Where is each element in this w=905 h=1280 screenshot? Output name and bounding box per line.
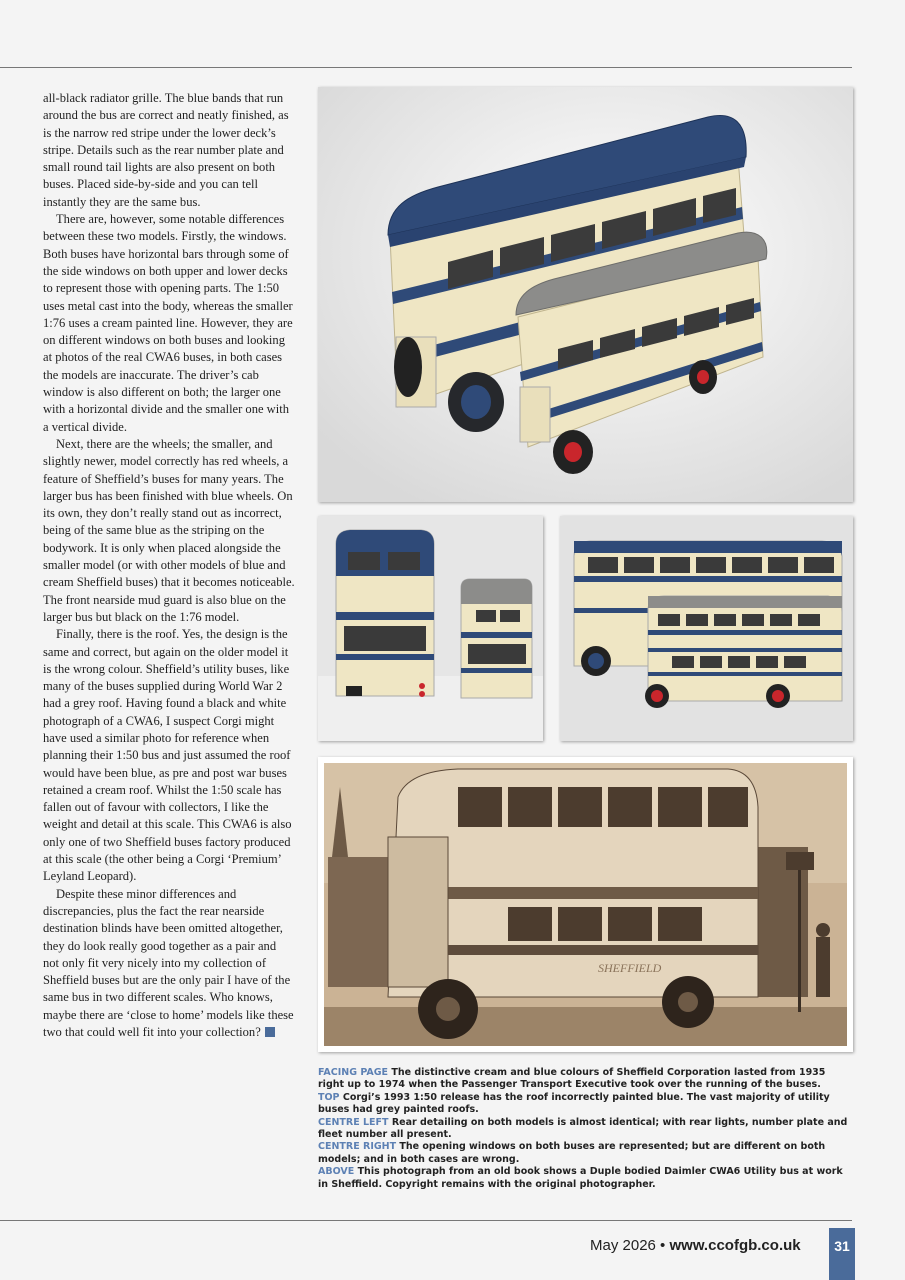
caption-text: Rear detailing on both models is almost identical; with rear lights, number plate and fleet number all present. — [318, 1116, 848, 1141]
footer-rule — [0, 1220, 852, 1221]
photo-centre-left-illustration — [318, 516, 543, 741]
caption-label: TOP — [318, 1091, 340, 1103]
caption-above — [318, 1166, 852, 1191]
photo-centre-left-rear-views — [318, 516, 543, 741]
caption-top — [318, 1092, 852, 1117]
header-rule — [0, 67, 852, 68]
caption-centre-left — [318, 1117, 852, 1142]
caption-text: The distinctive cream and blue colours of Sheffield Corporation lasted from 1935 right up to 1974 when the Passenger Transport Executive took over the running of the buses. — [318, 1067, 826, 1091]
footer-date: May 2026 — [590, 1237, 656, 1254]
article-paragraph-2: There are, however, some notable differences between these two models. Firstly, the windows. Both buses have horizontal bars through some of the side windows on both upper and lower decks to represent those with opening parts. The 1:50 uses metal cast into the body, whereas the smaller 1:76 uses a cream painted line. However, they are on different windows on both buses and looking at photos of the real CWA6 buses, in both cases the models are inaccurate. The driver’s cab window is also different on both; the larger one with a horizontal divide and the smaller one with a vertical divide. — [43, 212, 293, 434]
caption-centre-right — [318, 1141, 852, 1166]
article-paragraph-1: all-black radiator grille. The blue bands that run around the bus are correct and neatly finished, as is the narrow red stripe under the lower deck’s stripe. Details such as the rear number plate and small round tail lights are also present on both buses. Placed side-by-side and you can tell instantly they are the same bus. — [43, 91, 289, 209]
caption-label: CENTRE RIGHT — [318, 1141, 397, 1153]
photo-captions — [318, 1067, 852, 1191]
caption-label: CENTRE LEFT — [318, 1116, 389, 1128]
article-paragraph-5 — [43, 886, 295, 1042]
article-body — [43, 90, 295, 1041]
article-paragraph-4: Finally, there is the roof. Yes, the design is the same and correct, but again on the older model it is the wrong colour. Sheffield’s utility buses, like many of the buses supplied during World War 2 had a grey roof. Having found a black and white photograph of a CWA6, I suspect Corgi might have used a similar photo for reference when planning their 1:50 bus and just assumed the roof would have been blue, as pre and post war buses retained a cream roof. Whilst the 1:50 scale has fallen out of favour with collectors, I like the weight and detail at this scale. This CWA6 is also only one of two Sheffield buses factory produced at this scale (the other being a Corgi ‘Premium’ Leyland Leopard). — [43, 627, 292, 884]
sepia-fleet-name: SHEFFIELD — [598, 961, 662, 975]
photo-centre-right-illustration — [560, 516, 853, 741]
caption-label: ABOVE — [318, 1166, 355, 1178]
end-mark-icon — [265, 1027, 275, 1037]
photo-above-illustration — [318, 757, 853, 1052]
photo-centre-right-side-views — [560, 516, 853, 741]
article-paragraph-3: Next, there are the wheels; the smaller, and slightly newer, model correctly has red wheels, a feature of Sheffield’s buses for many years. The larger bus has been finished with blue wheels. On its own, they don’t really stand out as incorrect, being of the same blue as the striping on the bodywork. It is only when placed alongside the smaller model (or with other models of blue and cream Sheffield buses) that it becomes noticeable. The front nearside mud guard is also blue on the larger bus but black on the 1:76 model. — [43, 436, 295, 624]
caption-facing-page — [318, 1067, 852, 1092]
footer-separator: • — [660, 1237, 666, 1254]
caption-text: The opening windows on both buses are represented; but are different on both models; and in both cases are wrong. — [318, 1141, 826, 1165]
page-number: 31 — [829, 1228, 855, 1280]
caption-text: Corgi’s 1993 1:50 release has the roof incorrectly painted blue. The vast majority of utility buses had grey painted roofs. — [318, 1091, 830, 1116]
article-paragraph-5-text: Despite these minor differences and discrepancies, plus the fact the rear nearside destination blinds have been omitted altogether, they do look really good together as a pair and not only fit very nicely into my collection of Sheffield buses but are the only pair I have of the same bus in two different scales. Who knows, maybe there are ‘close to home’ models like these two that could well fit into your collection? — [43, 886, 294, 1040]
caption-text: This photograph from an old book shows a Duple bodied Daimler CWA6 Utility bus at work in Sheffield. Copyright remains with the original photographer. — [318, 1166, 843, 1190]
page-footer — [590, 1237, 801, 1254]
caption-label: FACING PAGE — [318, 1067, 389, 1078]
photo-top-illustration — [318, 87, 853, 502]
footer-website-link[interactable]: www.ccofgb.co.uk — [669, 1237, 801, 1254]
photo-above-historical-sepia — [318, 757, 853, 1052]
photo-top-two-buses — [318, 87, 853, 502]
